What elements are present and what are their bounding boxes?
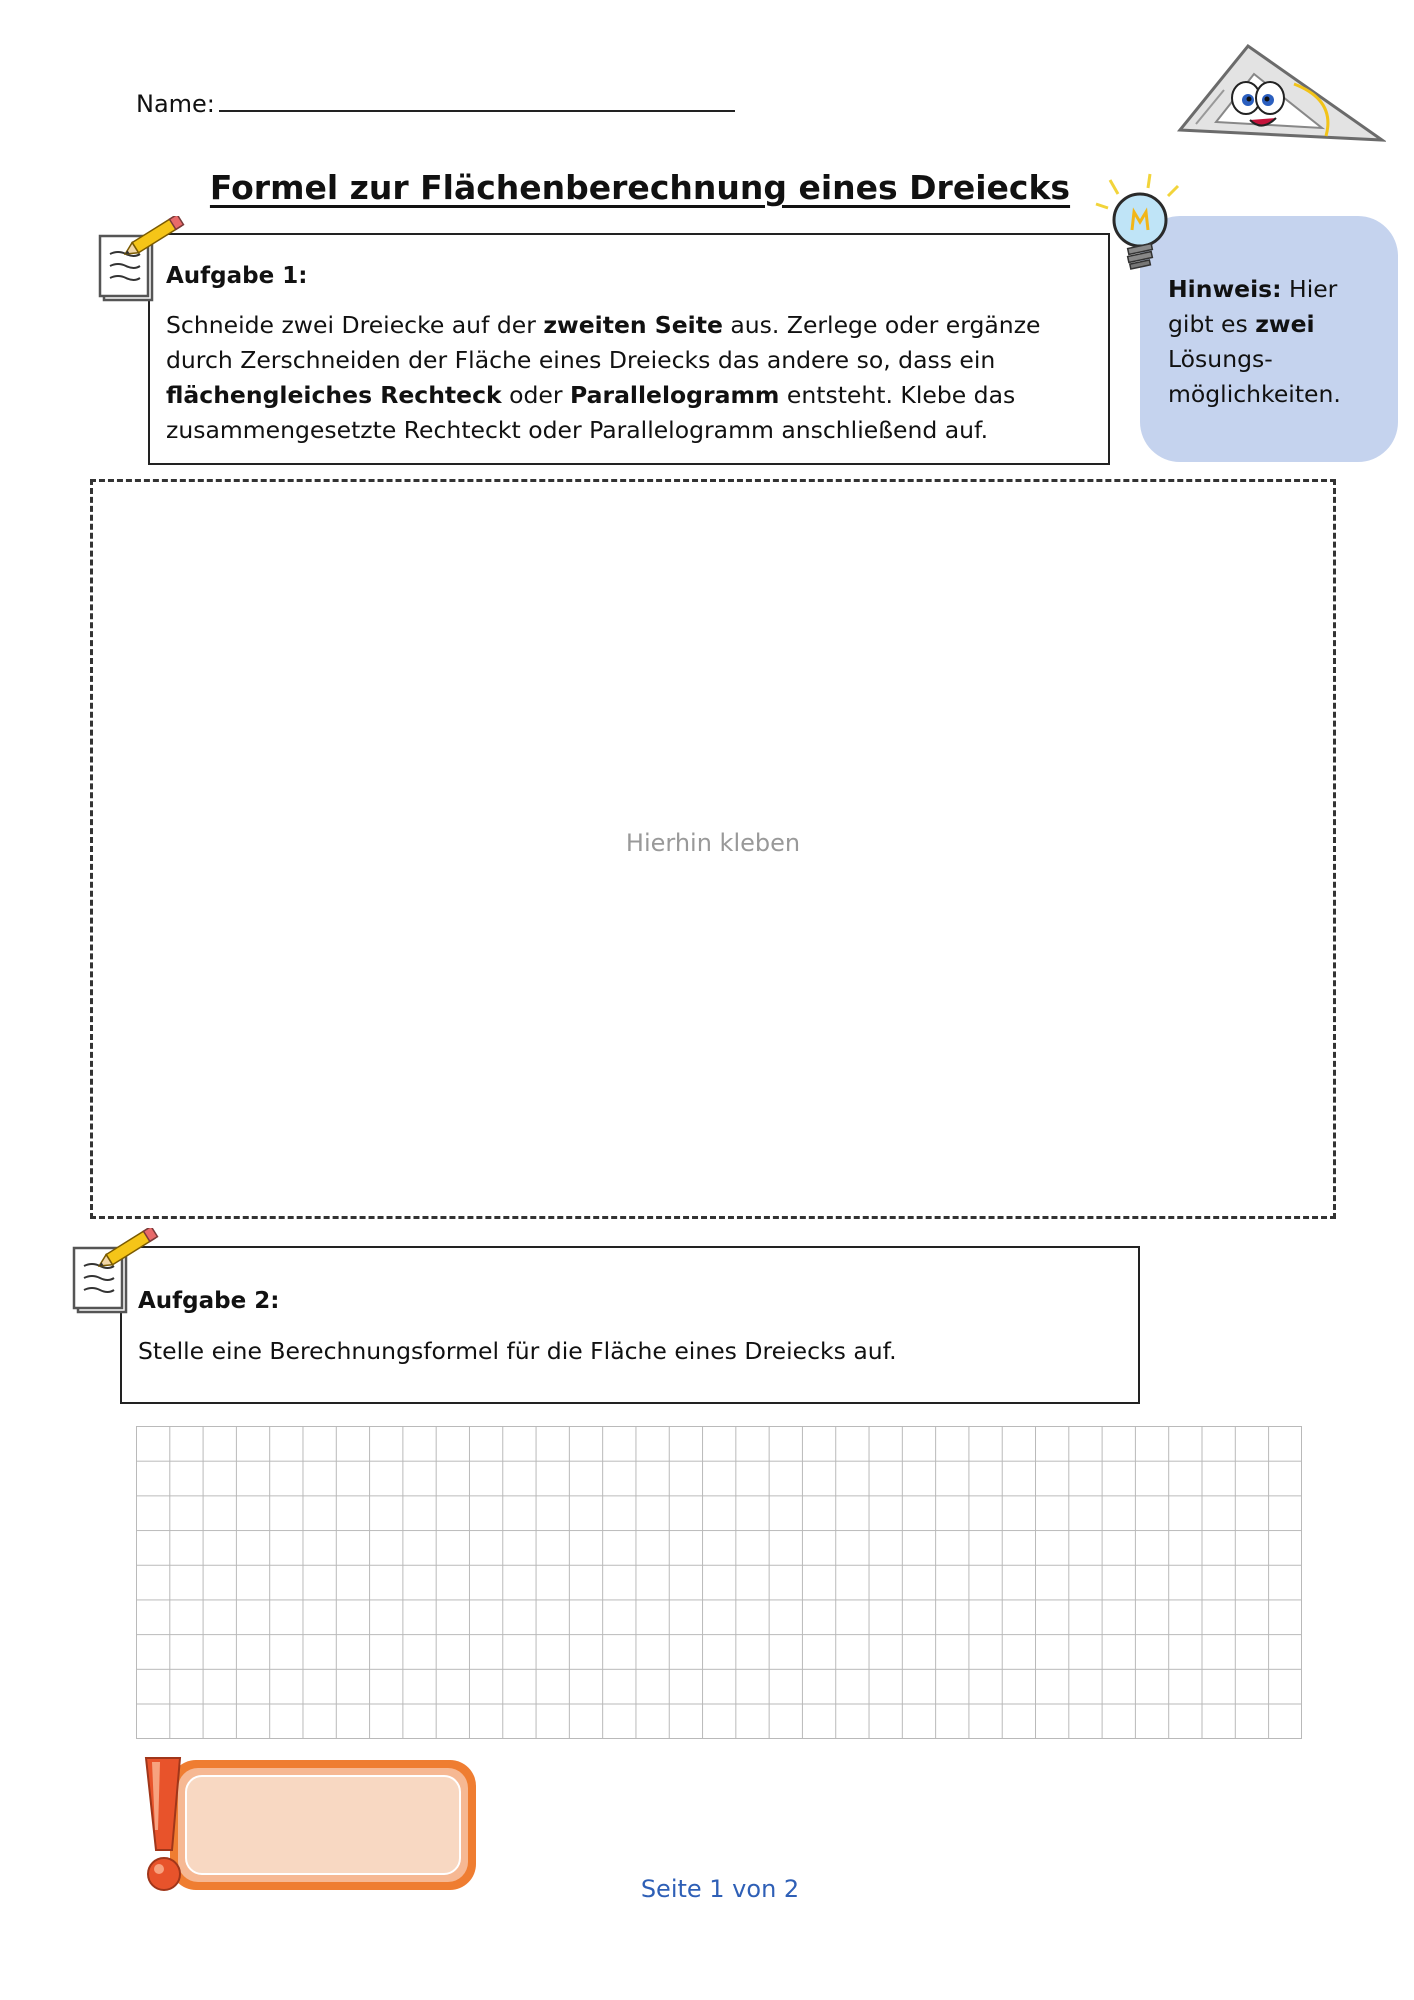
- task-1-bold-part: Parallelogramm: [570, 381, 780, 409]
- task-1-text-part: entsteht. Klebe das zusammengesetzte Rechteckt oder Parallelogramm anschließend auf.: [166, 381, 1016, 444]
- task-1-text-part: Schneide zwei Dreiecke auf der: [166, 311, 544, 339]
- paste-area[interactable]: [90, 479, 1336, 1219]
- hint-text: Hier gibt es: [1168, 275, 1338, 338]
- task-1-text-part: aus. Zerlege oder ergänze durch Zerschneiden der Fläche eines Dreiecks das andere so, dass ein: [166, 311, 1041, 374]
- name-field[interactable]: [136, 88, 735, 118]
- pencil-notepad-icon: [96, 216, 192, 316]
- task-2-text: Stelle eine Berechnungsformel für die Fläche eines Dreiecks auf.: [138, 1337, 897, 1365]
- hint-text: Lösungs-möglichkeiten.: [1168, 345, 1341, 408]
- task-1-bold-part: flächengleiches Rechteck: [166, 381, 502, 409]
- lightbulb-icon: [1090, 170, 1190, 280]
- answer-grid[interactable]: [136, 1426, 1302, 1739]
- paste-area-label: Hierhin kleben: [625, 829, 801, 857]
- exclamation-icon: [146, 1758, 180, 1890]
- task-1-text: [166, 308, 1101, 448]
- task-1-box: [148, 233, 1110, 465]
- task-1-text-part: oder: [501, 381, 571, 409]
- task-1-title: Aufgabe 1:: [166, 263, 308, 289]
- hint-label: Hinweis:: [1168, 275, 1282, 303]
- task-1-bold-part: zweiten Seite: [543, 311, 723, 339]
- triangle-ruler-mascot-icon: [1176, 40, 1386, 156]
- hint-bold: zwei: [1255, 310, 1315, 338]
- page-title: Formel zur Flächenberechnung eines Dreiecks: [209, 168, 1071, 207]
- task-2-box: [120, 1246, 1140, 1404]
- pencil-notepad-icon: [70, 1228, 166, 1328]
- task-2-title: Aufgabe 2:: [138, 1288, 280, 1314]
- name-label: Name:: [136, 90, 215, 118]
- page-number: Seite 1 von 2: [640, 1875, 800, 1903]
- name-blank-line[interactable]: [219, 88, 735, 112]
